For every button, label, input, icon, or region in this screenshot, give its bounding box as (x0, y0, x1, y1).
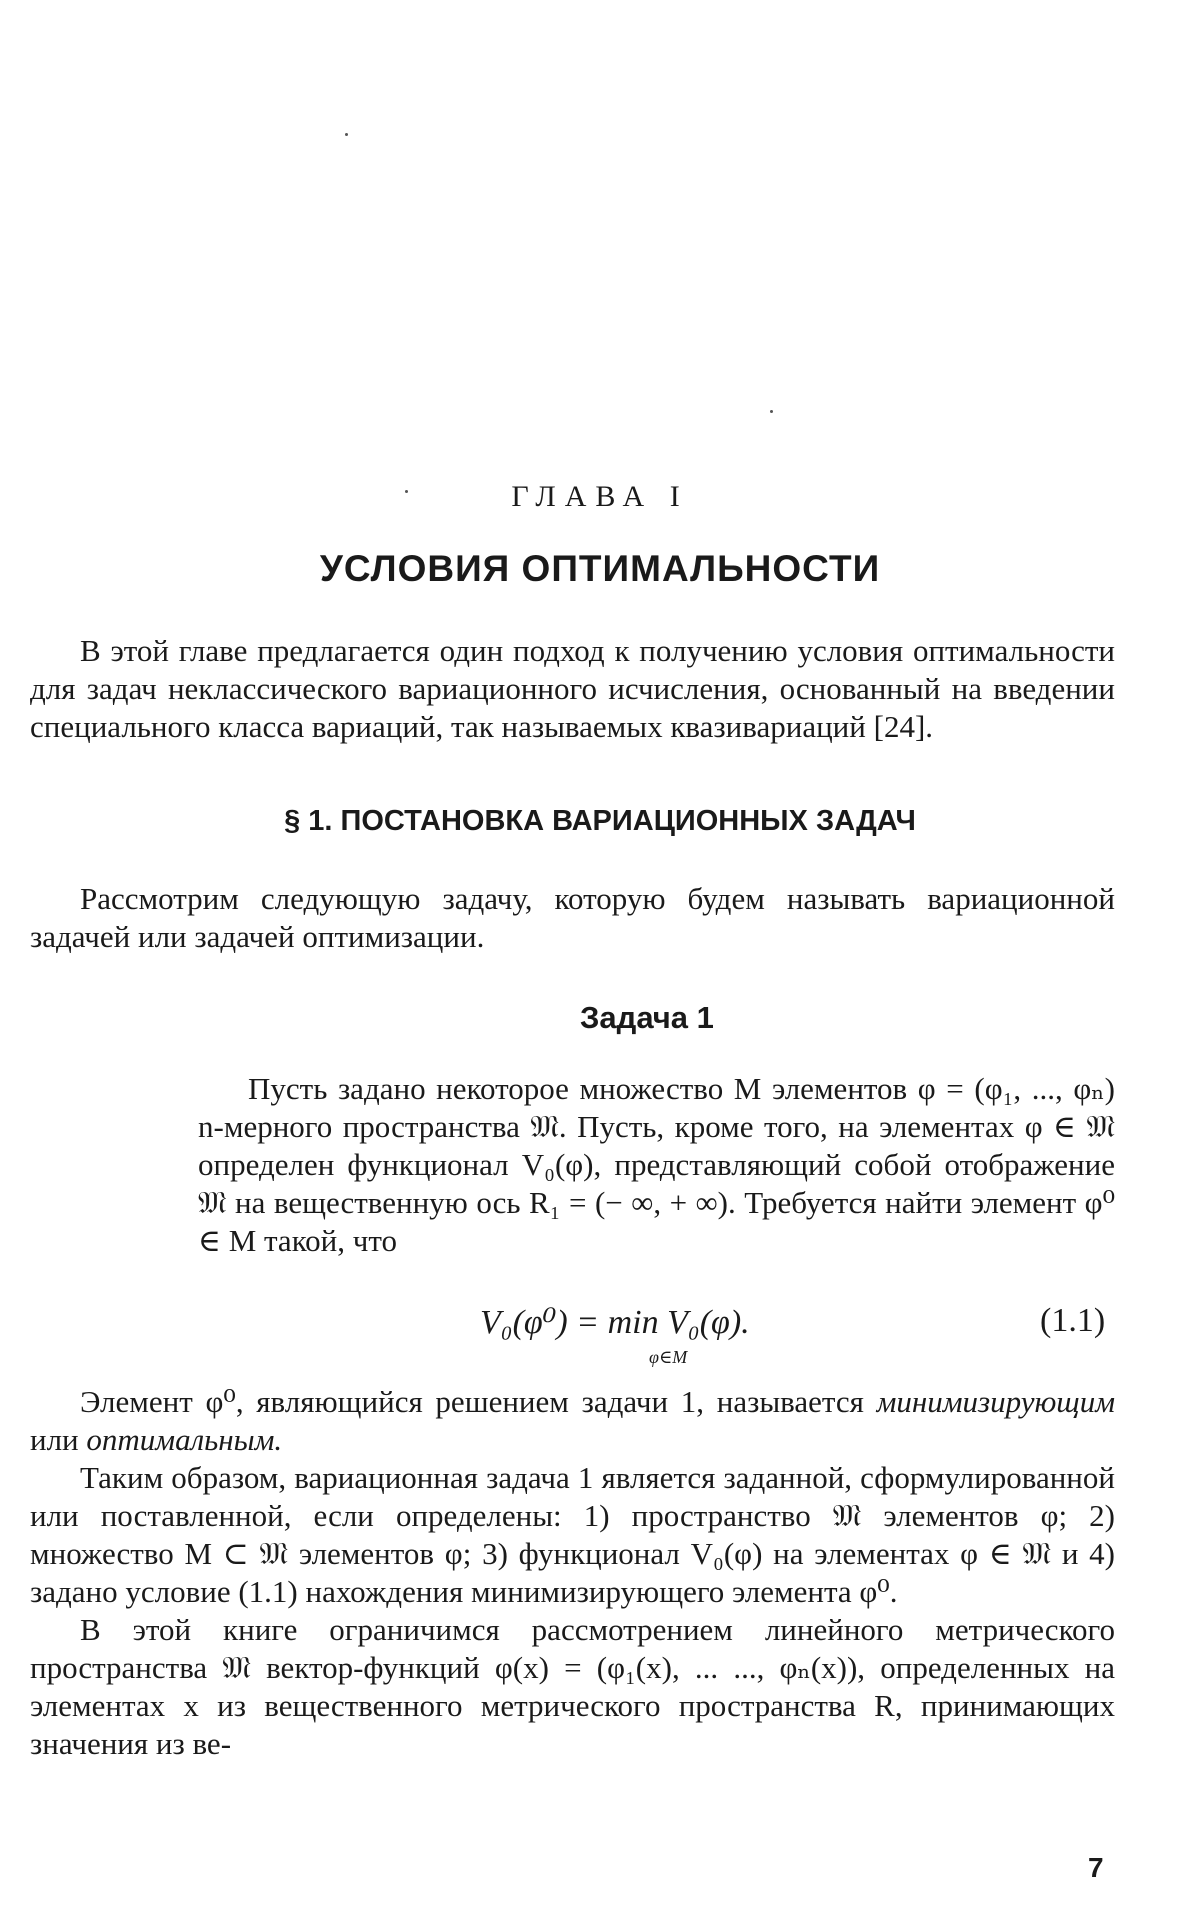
scan-speck (345, 133, 348, 136)
chapter-label: ГЛАВА I (511, 480, 689, 513)
page-number: 7 (1088, 1852, 1104, 1883)
section-paragraph: Рассмотрим следующую задачу, которую будем называть вариационной задачей или задачей оптимизации. (30, 881, 1115, 954)
term-minimizing: минимизирующим (876, 1384, 1115, 1419)
formula: V₀(φ⁰) = min V₀(φ). (480, 1304, 750, 1341)
definition-text: Элемент φ⁰, являющийся решением задачи 1, называется (80, 1384, 877, 1419)
summary-paragraph: Таким образом, вариационная задача 1 является заданной, сформулированной или поставленной, если определены: 1) пространство 𝔐 элементов φ; 2) множество M ⊂ 𝔐 элементов φ; 3) функционал V₀(φ) на элементах φ ∈ 𝔐 и 4) задано условие (1.1) нахождения минимизирующего элемента φ⁰. (30, 1460, 1115, 1609)
scope-paragraph: В этой книге ограничимся рассмотрением линейного метрического пространства 𝔐 вектор-функций φ(x) = (φ₁(x), ... ..., φₙ(x)), определенных на элементах x из вещественного метрического пространства R, принимающих значения из ве- (30, 1612, 1115, 1761)
section-title: § 1. ПОСТАНОВКА ВАРИАЦИОННЫХ ЗАДАЧ (284, 805, 916, 837)
formula-number: (1.1) (1040, 1302, 1106, 1339)
problem-title: Задача 1 (580, 1000, 714, 1035)
chapter-intro: В этой главе предлагается один подход к получению условия оптимальности для задач неклассического вариационного исчисления, основанный на введении специального класса вариаций, так называемых квазивариаций [24]. (30, 633, 1115, 744)
chapter-title: УСЛОВИЯ ОПТИМАЛЬНОСТИ (319, 548, 881, 589)
formula-subscript: φ∈M (649, 1347, 688, 1367)
definition-paragraph (30, 1383, 1115, 1459)
definition-or: или (30, 1422, 87, 1457)
term-optimal: оптимальным. (86, 1422, 283, 1457)
problem-body: Пусть задано некоторое множество M элементов φ = (φ₁, ..., φₙ) n-мерного пространства 𝔐. Пусть, кроме того, на элементах φ ∈ 𝔐 определен функционал V₀(φ), представляющий собой отображение 𝔐 на вещественную ось R₁ = (− ∞, + ∞). Требуется найти элемент φ⁰ ∈ M такой, что (198, 1071, 1115, 1258)
scan-speck (770, 410, 773, 413)
